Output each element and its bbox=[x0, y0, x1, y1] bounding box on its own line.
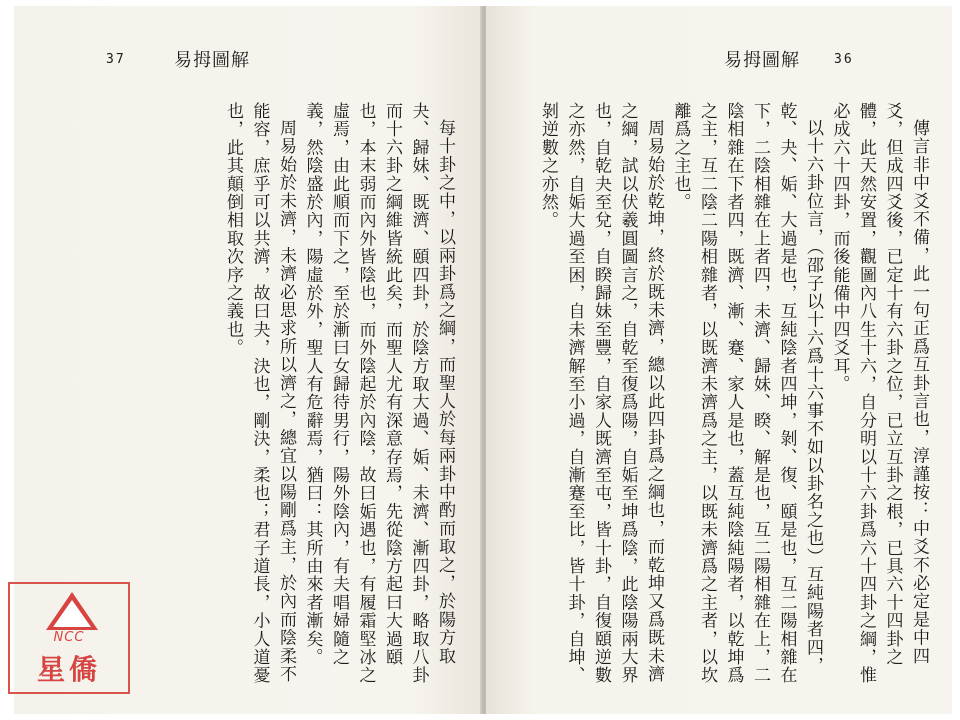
paragraph: 周易始於乾坤，終於既未濟，總以此四卦爲之綱也，而乾坤又爲既未濟之綱，試以伏羲圓圖言之，自乾至復爲陽，自姤至坤爲陰，此陰陽兩大界也，自乾夬至兌，自睽歸妹至豐，自家人既濟至屯，皆十卦，自復頤逆數之亦然，自姤大過至困，自未濟解至小過，自漸蹇至比，皆十卦，自坤、剝逆數之亦然。 bbox=[538, 102, 664, 685]
body-text bbox=[538, 102, 932, 692]
triangle-logo-icon bbox=[46, 592, 98, 630]
right-page bbox=[486, 6, 952, 714]
stamp-abbreviation: NCC bbox=[53, 630, 85, 645]
paragraph: 周易始於未濟，未濟必思求所以濟之，總宜以陽剛爲主，於內而陰柔不能容，庶乎可以共濟，故曰夬，決也，剛決，柔也；君子道長，小人道憂也，此其顛倒相取次序之義也。 bbox=[223, 102, 296, 685]
running-title: 易拇圖解 bbox=[724, 50, 800, 71]
stamp-name: 星僑 bbox=[36, 653, 101, 686]
watermark-stamp bbox=[8, 582, 130, 694]
book-spread bbox=[14, 6, 952, 714]
page-number: 36 bbox=[834, 52, 854, 67]
running-title: 易拇圖解 bbox=[174, 50, 250, 71]
page-number: 37 bbox=[106, 52, 126, 67]
paragraph: 傳言非中爻不備，此一句正爲互卦言也，淳謹按：中爻不必定是中四爻，但成四爻後，已定十有六卦之位，已立互卦之根，已具六十四卦之體，此天然安置，觀圖內八生十六，自分明以十六卦爲六十四卦之綱，惟必成六十四卦，而後能備中四爻耳。 bbox=[829, 102, 929, 685]
paragraph: 以十六卦位言，（邵子以十六爲十六事不如以卦名之也）互純陽者四，乾、夬、姤、大過是也，互純陰者四坤，剝、復、頤是也，互二陽相雜在下，二陰相雜在上者四，未濟、歸妹、睽、解是也，互二陽相雜在上，二陰相雜在下者四，既濟、漸、蹇、家人是也，蓋互純陰純陽者，以乾坤爲之主，互二陰二陽相雜者，以既濟未濟爲之主，以既未濟爲之主者，以坎離爲之主也。 bbox=[670, 102, 823, 685]
paragraph: 每十卦之中，以兩卦爲之綱，而聖人於每兩卦中酌而取之，於陽方取夬、歸妹、既濟、頤四卦，於陰方取大過、姤、未濟、漸四卦，略取八卦而十六卦之綱維皆統此矣，而聖人尤有深意存焉，先從陰方起曰大過頤也，本末弱而內外皆陰也，而外陰起於內陰，故曰姤遇也，有履霜堅冰之虛焉，由此順而下之，至於漸曰女歸待男行，陽外陰內，有夫唱婦隨之義，然陰盛於內，陽虛於外，聖人有危辭焉，猶曰：其所由來者漸矣。 bbox=[302, 102, 455, 685]
